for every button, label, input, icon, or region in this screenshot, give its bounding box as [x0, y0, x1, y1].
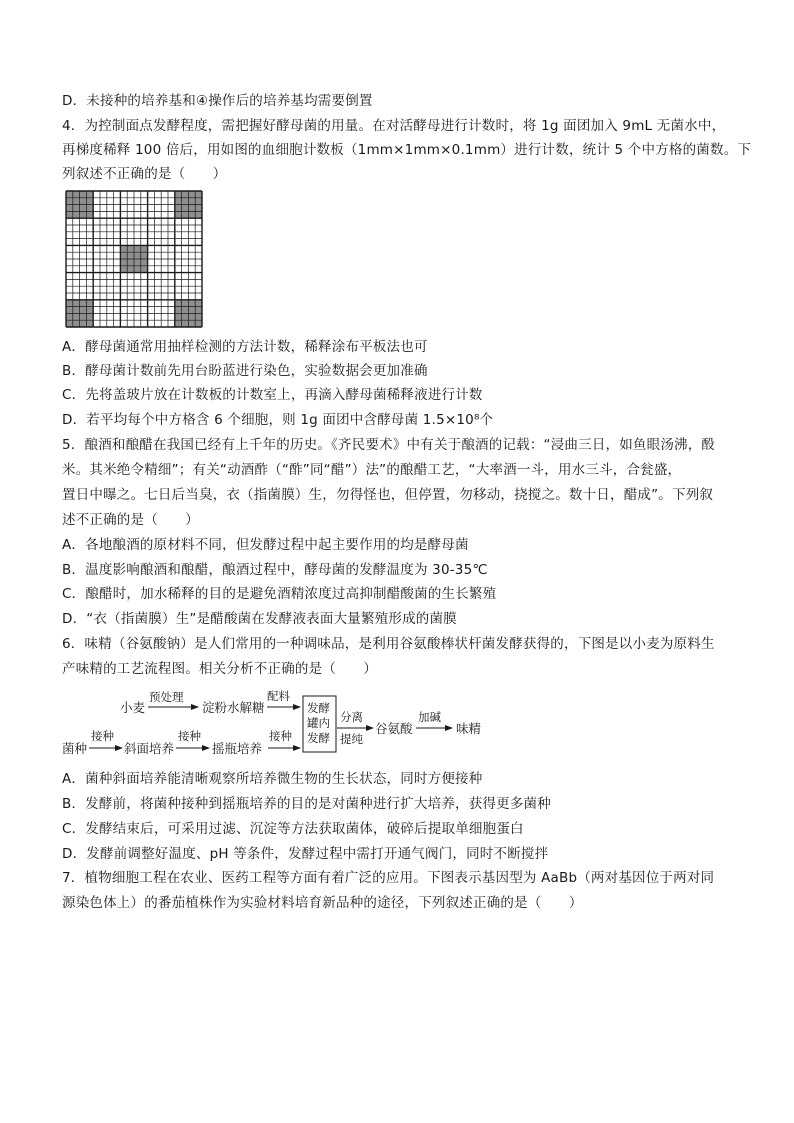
q4-option-b: B．酵母菌计数前先用台盼蓝进行染色，实验数据会更加准确: [62, 363, 428, 379]
flow-starch: 淀粉水解糖: [202, 700, 265, 715]
q6-stem-line2: 产味精的工艺流程图。相关分析不正确的是（ ）: [62, 661, 378, 677]
q6-option-d: D．发酵前调整好温度、pH 等条件，发酵过程中需打开通气阀门，同时不断搅拌: [62, 846, 549, 862]
q5-stem-line2: 米。其米绝令精细”；有关“动酒酢（“酢”同“醋”）法”的酿醋工艺，“大率酒一斗，用水三斗，合瓮盛，: [62, 462, 682, 478]
q6-option-c: C．发酵结束后，可采用过滤、沉淀等方法获取菌体，破碎后提取单细胞蛋白: [62, 821, 524, 837]
q4-option-d: D．若平均每个中方格含 6 个细胞，则 1g 面团中含酵母菌 1.5×10⁸个: [62, 412, 494, 428]
hemocytometer-grid-svg: [65, 190, 203, 328]
q7-stem-line1: 7．植物细胞工程在农业、医药工程等方面有着广泛的应用。下图表示基因型为 AaBb（两对基因位于两对同: [62, 870, 715, 886]
q6-stem-line1: 6．味精（谷氨酸钠）是人们常用的一种调味品，是利用谷氨酸棒状杆菌发酵获得的，下图是以小麦为原料生: [62, 636, 715, 652]
flow-tank-line2: 罐内: [307, 716, 330, 730]
flow-purify-label: 提纯: [340, 732, 363, 746]
flow-alkali-label: 加碱: [418, 710, 441, 724]
flow-mix-label: 配料: [267, 689, 290, 703]
q5-stem-line3: 置日中曝之。七日后当臭，衣（指菌膜）生，勿得怪也，但停置，勿移动，挠搅之。数十日，醋成”。下列叙: [62, 487, 714, 503]
flow-wheat: 小麦: [120, 700, 146, 715]
msg-process-flowchart: [60, 688, 500, 760]
q5-option-d: D．“衣（指菌膜）生”是醋酸菌在发酵液表面大量繁殖形成的菌膜: [62, 611, 457, 627]
flow-tank-line1: 发酵: [307, 701, 330, 715]
flow-shake-culture: 摇瓶培养: [212, 741, 263, 756]
q5-stem-line1: 5．酿酒和酿醋在我国已经有上千年的历史。《齐民要术》中有关于酿酒的记载：“浸曲三日，如鱼眼汤沸，酘: [62, 437, 716, 453]
q4-option-c: C．先将盖玻片放在计数板的计数室上，再滴入酵母菌稀释液进行计数: [62, 387, 483, 403]
q4-stem-line3: 列叙述不正确的是（ ）: [62, 166, 227, 182]
q5-stem-line4: 述不正确的是（ ）: [62, 512, 199, 528]
q4-stem-line2: 再梯度稀释 100 倍后，用如图的血细胞计数板（1mm×1mm×0.1mm）进行计数，统计 5 个中方格的菌数。下: [62, 142, 752, 158]
q5-option-b: B．温度影响酿酒和酿醋，酿酒过程中，酵母菌的发酵温度为 30-35℃: [62, 562, 488, 578]
q6-option-a: A．菌种斜面培养能清晰观察所培养微生物的生长状态，同时方便接种: [62, 771, 483, 787]
flow-slant-culture: 斜面培养: [124, 741, 175, 756]
flow-msg: 味精: [456, 721, 482, 736]
flow-tank-line3: 发酵: [307, 731, 330, 745]
flow-strain: 菌种: [62, 741, 88, 756]
flow-pretreat-label: 预处理: [149, 690, 184, 704]
q3-option-d: D．未接种的培养基和④操作后的培养基均需要倒置: [62, 93, 373, 109]
flow-inoc2-label: 接种: [178, 729, 201, 743]
flow-inoc3-label: 接种: [269, 729, 292, 743]
q5-option-c: C．酿醋时，加水稀释的目的是避免酒精浓度过高抑制醋酸菌的生长繁殖: [62, 586, 497, 602]
flow-glutamic-acid: 谷氨酸: [375, 721, 413, 736]
hemocytometer-grid: [65, 190, 203, 328]
q7-stem-line2: 源染色体上）的番茄植株作为实验材料培育新品种的途径，下列叙述正确的是（ ）: [62, 895, 583, 911]
flow-inoc1-label: 接种: [91, 729, 114, 743]
q6-option-b: B．发酵前，将菌种接种到摇瓶培养的目的是对菌种进行扩大培养，获得更多菌种: [62, 796, 551, 812]
flow-separate-label: 分离: [340, 710, 363, 724]
q5-option-a: A．各地酿酒的原材料不同，但发酵过程中起主要作用的均是酵母菌: [62, 537, 469, 553]
q4-option-a: A．酵母菌通常用抽样检测的方法计数，稀释涂布平板法也可: [62, 339, 428, 355]
q4-stem-line1: 4．为控制面点发酵程度，需把握好酵母菌的用量。在对活酵母进行计数时，将 1g 面团加入 9mL 无菌水中，: [62, 118, 726, 134]
